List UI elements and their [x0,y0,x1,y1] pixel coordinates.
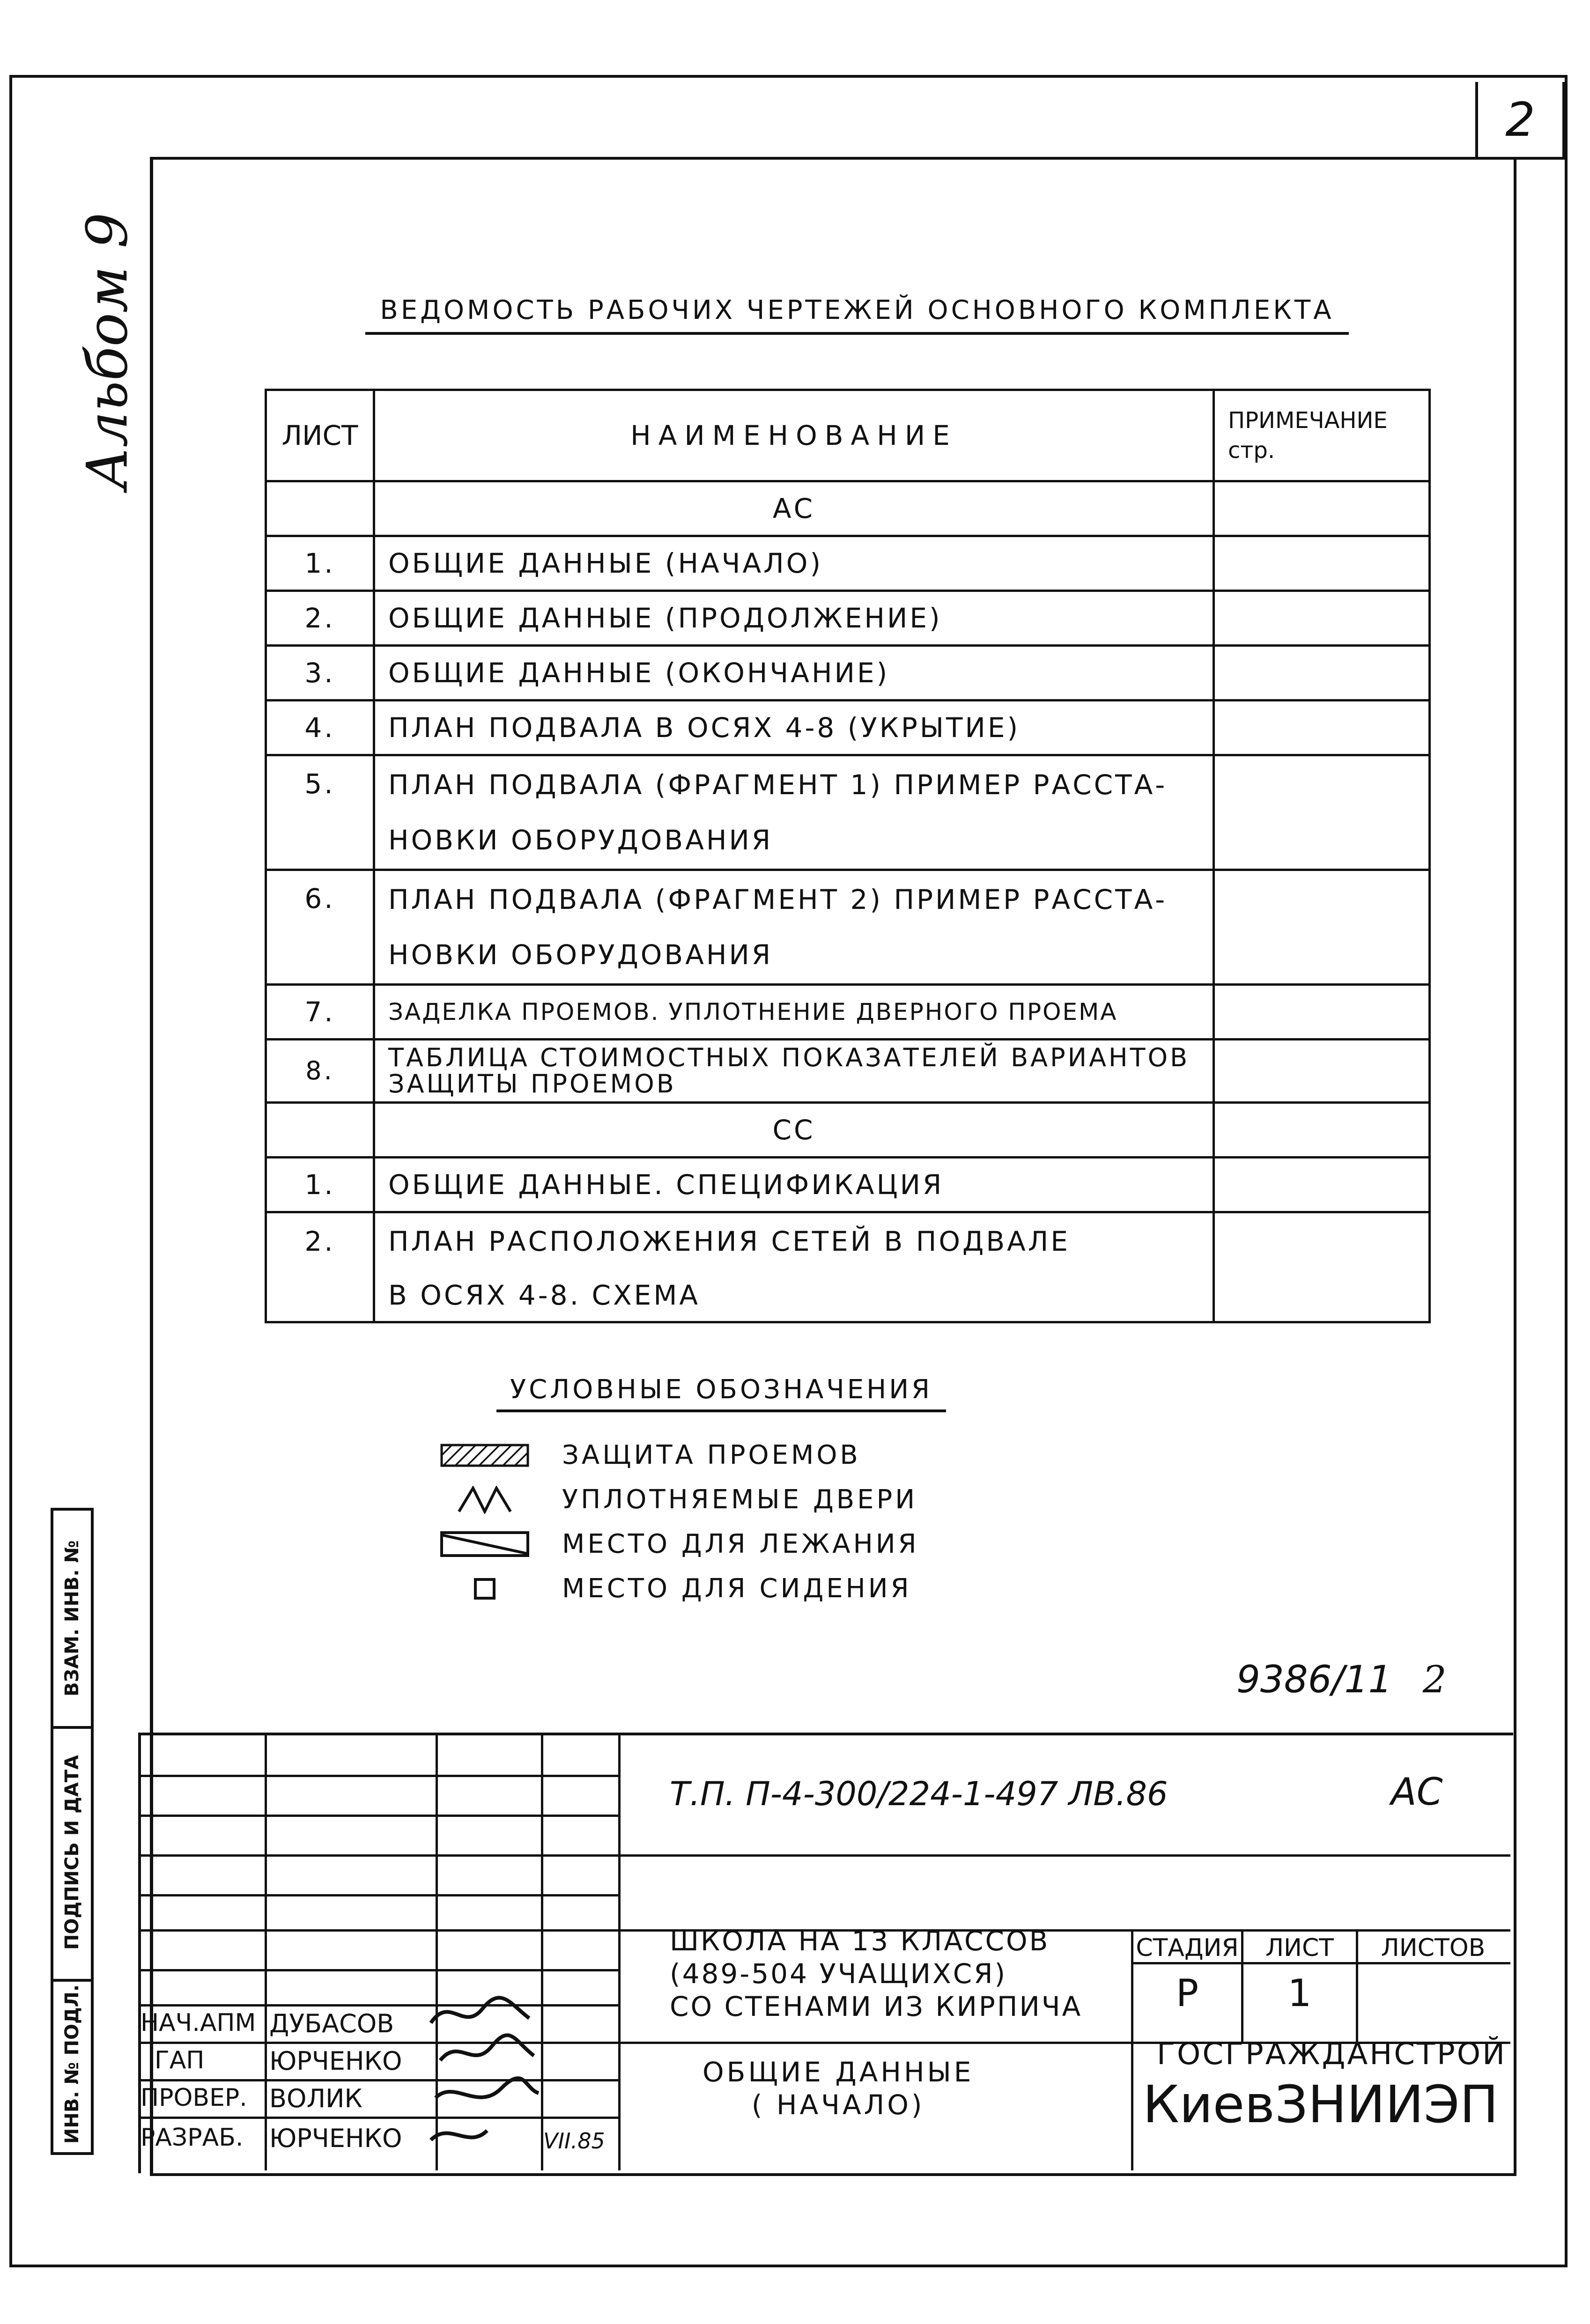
grid-line [1131,1929,1133,2170]
sheet-name-line: ( НАЧАЛО) [751,2089,925,2121]
legend-item [440,1477,919,1522]
row-num [266,1269,374,1322]
person-name: ЮРЧЕНКО [269,2046,402,2076]
stage-value: Р [1176,1971,1199,2015]
project-line: ШКОЛА НА 13 КЛАССОВ [670,1925,1050,1957]
drawing-mark: АС [1391,1770,1443,1814]
person-date: VII.85 [543,2128,605,2154]
sheet-name [703,2056,974,2121]
table-row [266,1040,1430,1103]
page-number: 2 [1475,82,1565,160]
signatures-icon [422,1990,543,2163]
row-num: 1. [266,536,374,591]
grid-line [265,1733,267,2170]
drawings-list-table [265,389,1431,1323]
table-row [266,701,1430,755]
legend-item [440,1566,919,1611]
row-num: 3. [266,646,374,701]
stage-header: СТАДИЯ [1136,1934,1239,1962]
grid-line [138,1969,621,1971]
side-col-signature-date: ПОДПИСЬ И ДАТА [61,1755,83,1950]
row-name: ОБЩИЕ ДАННЫЕ. СПЕЦИФИКАЦИЯ [374,1158,1214,1212]
table-row [266,985,1430,1040]
table-row [266,1212,1430,1270]
album-text: Альбом 9 [75,212,141,490]
grid-line [1131,1962,1510,1964]
table-row [266,646,1430,701]
row-name: ОБЩИЕ ДАННЫЕ (ОКОНЧАНИЕ) [374,646,1214,701]
section-row-cc [266,1103,1430,1158]
row-num: 4. [266,701,374,755]
row-num: 8. [266,1040,374,1103]
person-name: ДУБАСОВ [269,2009,394,2038]
doc-page-text: 2 [1422,1658,1447,1701]
project-line: (489-504 УЧАЩИХСЯ) [670,1958,1007,1990]
section-ac: АС [374,481,1214,536]
project-title [670,1925,1082,2023]
legend-text: МЕСТО ДЛЯ СИДЕНИЯ [562,1573,912,1604]
legend-text: МЕСТО ДЛЯ ЛЕЖАНИЯ [562,1529,919,1559]
row-name: ЗАДЕЛКА ПРОЕМОВ. УПЛОТНЕНИЕ ДВЕРНОГО ПРОЕМА [374,985,1214,1040]
grid-line [138,1815,621,1817]
project-line: СО СТЕНАМИ ИЗ КИРПИЧА [670,1991,1083,2022]
sheet-value: 1 [1287,1971,1312,2015]
album-label [70,187,145,515]
row-name: ПЛАН ПОДВАЛА (ФРАГМЕНТ 2) ПРИМЕР РАССТА-НОВКИ ОБОРУДОВАНИЯ [374,870,1214,985]
person-name: ВОЛИК [269,2084,362,2113]
row-num: 6. [266,870,374,985]
grid-line [138,2117,621,2119]
row-num: 1. [266,1158,374,1212]
side-col-replaced-inv: ВЗАМ. ИНВ. № [61,1540,83,1697]
grid-line [138,1894,621,1896]
section-cc: СС [374,1103,1214,1158]
row-name: ПЛАН РАСПОЛОЖЕНИЯ СЕТЕЙ В ПОДВАЛЕ [374,1212,1214,1270]
document-number [1236,1658,1447,1701]
row-name: ПЛАН ПОДВАЛА В ОСЯХ 4-8 (УКРЫТИЕ) [374,701,1214,755]
person-role: РАЗРАБ. [141,2124,244,2152]
table-row [266,1269,1430,1322]
row-name: В ОСЯХ 4-8. СХЕМА [374,1269,1214,1322]
legend-item [440,1522,919,1566]
drawing-code: Т.П. П-4-300/224-1-497 ЛВ.86 [670,1775,1168,1813]
row-name: ОБЩИЕ ДАННЫЕ (ПРОДОЛЖЕНИЕ) [374,591,1214,646]
row-name: ТАБЛИЦА СТОИМОСТНЫХ ПОКАЗАТЕЛЕЙ ВАРИАНТОВ ЗАЩИТЫ ПРОЕМОВ [374,1040,1214,1103]
sheets-header: ЛИСТОВ [1381,1934,1486,1962]
table-row [266,591,1430,646]
table-row [266,536,1430,591]
row-name: ПЛАН ПОДВАЛА (ФРАГМЕНТ 1) ПРИМЕР РАССТА-НОВКИ ОБОРУДОВАНИЯ [374,755,1214,870]
legend-title: УСЛОВНЫЕ ОБОЗНАЧЕНИЯ [496,1374,946,1412]
legend-item [440,1433,919,1477]
header-note: ПРИМЕЧАНИЕ стр. [1214,390,1430,481]
header-sheet: ЛИСТ [266,390,374,481]
hatched-rect-icon [440,1437,529,1474]
grid-line [618,1733,621,2170]
small-square-icon [440,1570,529,1608]
diagonal-rect-icon [440,1526,529,1563]
side-col-orig-inv: ИНВ. № ПОДЛ. [61,1984,83,2144]
document-title: ВЕДОМОСТЬ РАБОЧИХ ЧЕРТЕЖЕЙ ОСНОВНОГО КОМПЛЕКТА [365,295,1349,335]
table-row [266,755,1430,870]
organization-institute: КиевЗНИИЭП [1143,2074,1499,2134]
header-name: НАИМЕНОВАНИЕ [374,390,1214,481]
table-row [266,1158,1430,1212]
sheet-header: ЛИСТ [1265,1934,1334,1962]
grid-line [138,2004,621,2007]
person-name: ЮРЧЕНКО [269,2124,402,2153]
side-columns [51,1508,94,2155]
zigzag-icon [440,1481,529,1519]
section-row-ac [266,481,1430,536]
grid-line [138,2079,621,2081]
legend-text: УПЛОТНЯЕМЫЕ ДВЕРИ [562,1484,918,1515]
doc-number-text: 9386/11 [1236,1658,1392,1701]
person-role: НАЧ.АПМ [141,2009,256,2037]
organization-ministry: ГОСГРАЖДАНСТРОЙ [1157,2037,1507,2072]
person-role: ГАП [155,2046,205,2074]
legend-text: ЗАЩИТА ПРОЕМОВ [562,1440,861,1470]
row-num: 7. [266,985,374,1040]
legend [440,1433,919,1611]
row-num: 2. [266,1212,374,1270]
sheet-name-line: ОБЩИЕ ДАННЫЕ [703,2056,974,2088]
person-role: ПРОВЕР. [141,2084,247,2112]
row-num: 2. [266,591,374,646]
table-header [266,390,1430,481]
grid-line [138,1854,1510,1857]
row-name: ОБЩИЕ ДАННЫЕ (НАЧАЛО) [374,536,1214,591]
grid-line [138,1775,621,1777]
table-row [266,870,1430,985]
row-num: 5. [266,755,374,870]
